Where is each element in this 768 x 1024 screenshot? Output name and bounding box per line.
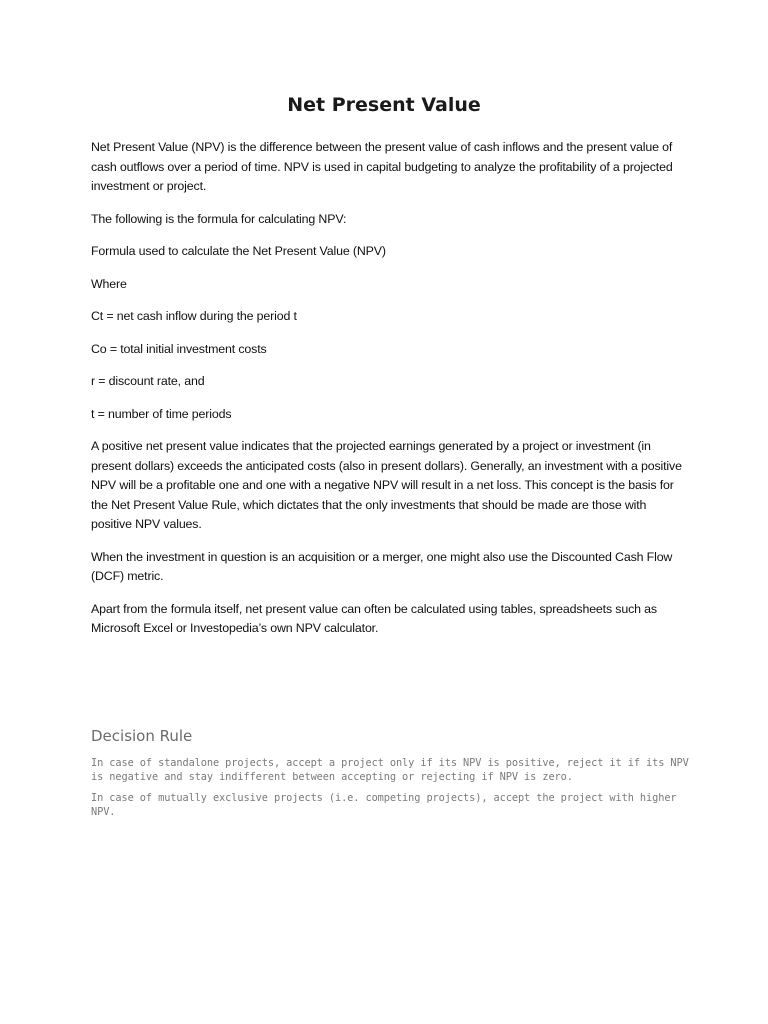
paragraph-formula-caption: Formula used to calculate the Net Present Value (NPV) [91,244,386,258]
decision-rule-heading: Decision Rule [91,727,193,745]
paragraph-positive-npv: A positive net present value indicates that the projected earnings generated by a project or investment (in present dollars) exceeds the anticipated costs (also in present dollars). Generally, an investment with a positive NPV will be a profitable one and one with a negative NPV will result in a net loss. This concept is the basis for the Net Present Value Rule, which dictates that the only investments that should be made are those with positive NPV values. [91,439,682,531]
paragraph-calculation-tools: Apart from the formula itself, net present value can often be calculated using tables, spreadsheets such as Microsoft Excel or Investopedia’s own NPV calculator. [91,601,657,635]
definition-co: Co = total initial investment costs [91,341,267,356]
document-body [91,138,685,652]
paragraph-dcf: When the investment in question is an acquisition or a merger, one might also use the Discounted Cash Flow (DCF) metric. [91,549,673,583]
decision-rule-mutually-exclusive: In case of mutually exclusive projects (i.e. competing projects), accept the project with higher NPV. [91,792,677,818]
decision-rule-section [91,727,691,827]
page-title: Net Present Value [287,94,481,116]
paragraph-where: Where [91,276,127,291]
decision-rule-standalone: In case of standalone projects, accept a project only if its NPV is positive, reject it if its NPV is negative and stay indifferent between accepting or rejecting if NPV is zero. [91,757,689,783]
definition-ct: Ct = net cash inflow during the period t [91,309,297,323]
paragraph-npv-definition: Net Present Value (NPV) is the difference between the present value of cash inflows and the present value of cash outflows over a period of time. NPV is used in capital budgeting to analyze the profitability of a projected investment or project. [91,140,673,193]
definition-r: r = discount rate, and [91,374,205,388]
paragraph-formula-intro: The following is the formula for calculating NPV: [91,211,347,226]
definition-t: t = number of time periods [91,406,232,421]
